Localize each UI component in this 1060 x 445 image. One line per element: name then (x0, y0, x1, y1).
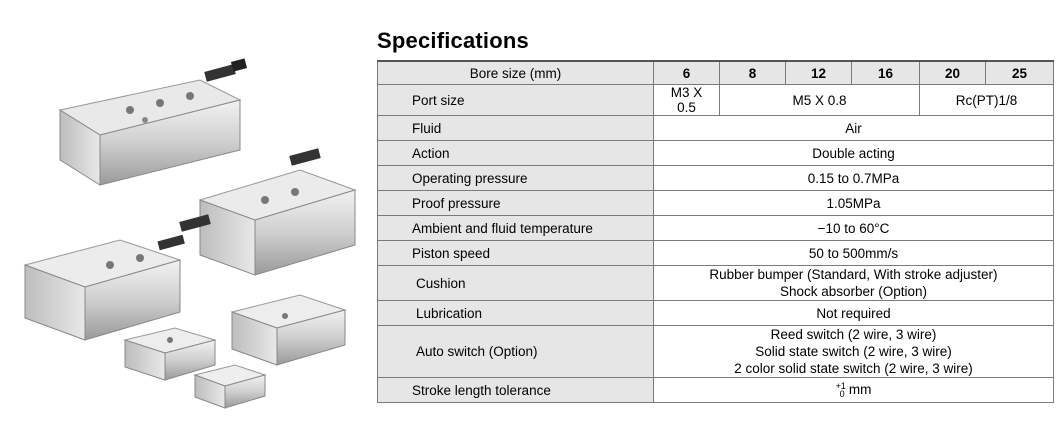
row-value: 50 to 500mm/s (654, 241, 1054, 266)
row-label: Auto switch (Option) (378, 326, 654, 378)
slide-table-mini-2 (195, 365, 265, 408)
row-value: M5 X 0.8 (720, 85, 920, 116)
bore-size-label: Bore size (mm) (378, 61, 654, 85)
table-row (378, 85, 1054, 116)
table-row (378, 266, 1054, 301)
tolerance-upper: +1 (835, 381, 846, 392)
auto-switch-line: 2 color solid state switch (2 wire, 3 wire) (734, 361, 973, 376)
table-row (378, 116, 1054, 141)
row-label: Stroke length tolerance (378, 378, 654, 403)
row-value (654, 266, 1054, 301)
row-label: Port size (378, 85, 654, 116)
row-label: Ambient and fluid temperature (378, 216, 654, 241)
table-row (378, 326, 1054, 378)
auto-switch-line: Solid state switch (2 wire, 3 wire) (755, 344, 952, 359)
product-photo (0, 40, 370, 440)
cushion-line: Shock absorber (Option) (779, 284, 928, 299)
slide-table-mini-1 (125, 328, 215, 380)
bore-20: 20 (920, 61, 986, 85)
row-value: Rc(PT)1/8 (920, 85, 1054, 116)
table-row (378, 216, 1054, 241)
section-title: Specifications (377, 28, 529, 53)
row-value: 1.05MPa (654, 191, 1054, 216)
header-row (378, 61, 1054, 85)
slide-table-large (60, 58, 247, 185)
bore-12: 12 (786, 61, 852, 85)
row-label: Cushion (378, 266, 654, 301)
cushion-line: Rubber bumper (Standard, With stroke adjuster) (709, 267, 998, 282)
tolerance-stack (836, 382, 846, 398)
row-value (654, 326, 1054, 378)
table-row (378, 301, 1054, 326)
row-value: Air (654, 116, 1054, 141)
table-row (378, 166, 1054, 191)
row-value: M3 X 0.5 (654, 85, 720, 116)
bore-8: 8 (720, 61, 786, 85)
row-label: Piston speed (378, 241, 654, 266)
specifications-table (377, 60, 1054, 403)
row-value (654, 378, 1054, 403)
slide-table-small (232, 295, 345, 365)
slide-table-left (25, 235, 185, 340)
table-row (378, 241, 1054, 266)
row-label: Fluid (378, 116, 654, 141)
table-row (378, 191, 1054, 216)
tolerance-lower: 0 (839, 389, 845, 400)
table-row (378, 141, 1054, 166)
row-value: −10 to 60°C (654, 216, 1054, 241)
slide-table-medium (179, 148, 355, 275)
row-label: Action (378, 141, 654, 166)
row-value: Double acting (654, 141, 1054, 166)
row-label: Proof pressure (378, 191, 654, 216)
row-value: Not required (654, 301, 1054, 326)
table-row (378, 378, 1054, 403)
bore-16: 16 (852, 61, 920, 85)
bore-6: 6 (654, 61, 720, 85)
tolerance-unit: mm (848, 381, 872, 397)
row-label: Operating pressure (378, 166, 654, 191)
auto-switch-line: Reed switch (2 wire, 3 wire) (770, 327, 937, 342)
row-label: Lubrication (378, 301, 654, 326)
row-value: 0.15 to 0.7MPa (654, 166, 1054, 191)
bore-25: 25 (986, 61, 1054, 85)
